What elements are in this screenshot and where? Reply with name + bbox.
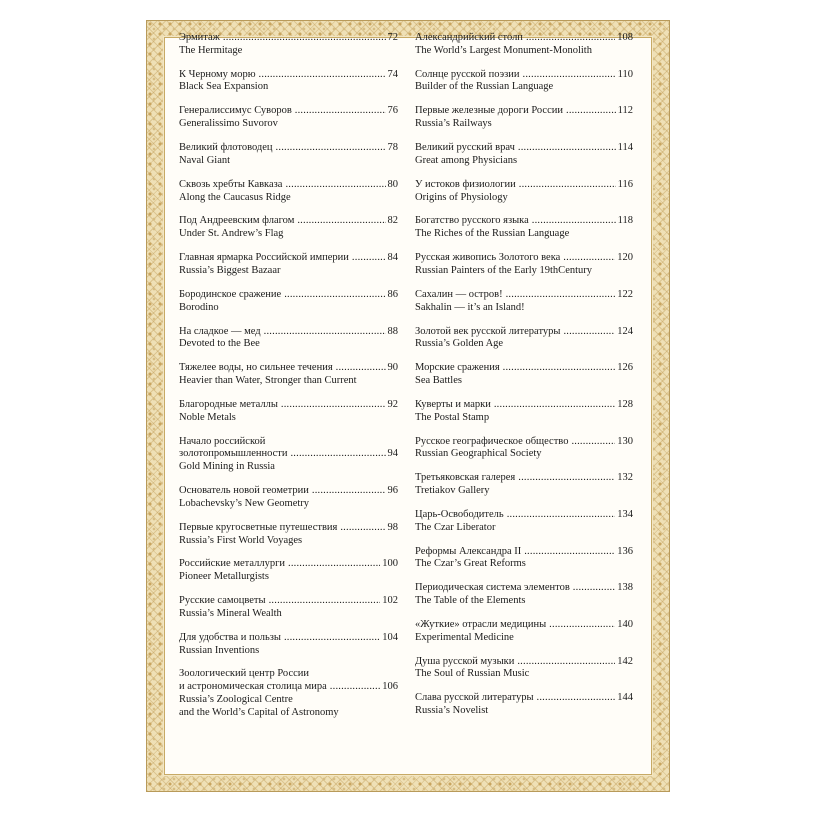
page-number: 82 xyxy=(387,215,398,227)
toc-entry xyxy=(415,582,633,608)
page-number: 124 xyxy=(617,325,633,337)
toc-entry xyxy=(415,692,633,718)
dot-leader xyxy=(563,252,615,265)
toc-entry xyxy=(415,289,633,315)
dot-leader xyxy=(285,179,385,192)
toc-entry-russian-title xyxy=(179,215,398,228)
russian-title-text: Зоологический центр России xyxy=(179,668,310,680)
russian-title-text: Русская живопись Золотого века xyxy=(415,252,561,264)
russian-title-text: Первые железные дороги России xyxy=(415,105,563,117)
page-number: 84 xyxy=(387,252,398,264)
page-number: 138 xyxy=(617,582,633,594)
russian-title-text: Александрийский столп xyxy=(415,32,523,43)
page-number: 134 xyxy=(617,508,633,520)
english-title-text: Black Sea Expansion xyxy=(179,81,269,93)
dot-leader xyxy=(518,142,616,155)
english-title-text: Origins of Physiology xyxy=(415,191,508,203)
toc-entry-russian-title xyxy=(179,326,398,339)
russian-title-text: Русские самоцветы xyxy=(179,595,266,607)
dot-leader xyxy=(526,32,615,45)
russian-title-text: Русское географическое общество xyxy=(415,435,569,447)
toc-entry-russian-title xyxy=(179,558,398,571)
russian-title-text: Реформы Александра II xyxy=(415,545,522,557)
toc-entry xyxy=(179,399,398,425)
toc-entry-russian-title xyxy=(415,326,633,339)
english-title-text: Russia’s Biggest Bazaar xyxy=(179,264,281,276)
english-title-text: Russia’s Railways xyxy=(415,118,492,130)
dot-leader xyxy=(295,105,386,118)
page-number: 126 xyxy=(617,362,633,374)
toc-entry-russian-title xyxy=(179,448,398,461)
english-title-text: The World’s Largest Monument-Monolith xyxy=(415,44,592,56)
toc-entry-russian-title xyxy=(415,436,633,449)
toc-entry xyxy=(179,105,398,131)
english-title-text: Russia’s Zoological Centre xyxy=(179,694,293,706)
english-title-text: Russia’s First World Voyages xyxy=(179,534,303,546)
toc-entry xyxy=(179,326,398,352)
page-number: 114 xyxy=(617,142,633,154)
toc-entry-russian-title xyxy=(179,362,398,375)
toc-entry xyxy=(415,252,633,278)
russian-title-text: и астрономическая столица мира xyxy=(179,681,327,693)
toc-entry-russian-title xyxy=(179,252,398,265)
page-number: 128 xyxy=(617,398,633,410)
english-title-text: The Postal Stamp xyxy=(415,411,490,423)
toc-entry xyxy=(415,105,633,131)
dot-leader xyxy=(288,558,380,571)
toc-entry xyxy=(415,179,633,205)
russian-title-text: Морские сражения xyxy=(415,362,500,374)
page-number: 112 xyxy=(617,105,633,117)
dot-leader xyxy=(290,448,385,461)
russian-title-text: Основатель новой геометрии xyxy=(179,485,309,497)
toc-entry xyxy=(179,252,398,278)
toc-entry xyxy=(179,289,398,315)
dot-leader xyxy=(566,105,616,118)
english-title-text: The Hermitage xyxy=(179,44,243,56)
page-number: 100 xyxy=(382,558,398,570)
page-number: 92 xyxy=(387,398,398,410)
english-title-text: Russian Inventions xyxy=(179,644,260,656)
english-title-text: Heavier than Water, Stronger than Current xyxy=(179,374,357,386)
toc-entry xyxy=(179,632,398,658)
toc-entry-russian-title xyxy=(415,32,633,45)
dot-leader xyxy=(284,289,385,302)
page-number: 98 xyxy=(387,521,398,533)
russian-title-text: Великий флотоводец xyxy=(179,142,273,154)
toc-entry-russian-title xyxy=(415,619,633,632)
dot-leader xyxy=(537,692,616,705)
toc-entry-russian-title xyxy=(415,656,633,669)
toc-entry-russian-title xyxy=(179,69,398,82)
toc-entry xyxy=(179,485,398,511)
russian-title-text: Первые кругосветные путешествия xyxy=(179,521,338,533)
page-number: 108 xyxy=(617,32,633,43)
dot-leader xyxy=(264,326,386,339)
russian-title-text: Золотой век русской литературы xyxy=(415,325,561,337)
toc-entry-russian-title xyxy=(415,179,633,192)
toc-entry-russian-title xyxy=(415,582,633,595)
english-title-text: Borodino xyxy=(179,301,219,313)
page-number: 80 xyxy=(387,178,398,190)
dot-leader xyxy=(297,215,385,228)
toc-entry xyxy=(415,436,633,462)
russian-title-text: К Черному морю xyxy=(179,68,256,80)
toc-entry-russian-title xyxy=(179,179,398,192)
toc-entry-russian-title xyxy=(415,105,633,118)
dot-leader xyxy=(573,582,615,595)
russian-title-text: Генералиссимус Суворов xyxy=(179,105,292,117)
toc-column-left xyxy=(179,32,398,731)
toc-entry-russian-title xyxy=(415,509,633,522)
russian-title-text: «Жуткие» отрасли медицины xyxy=(415,619,547,630)
english-title-text: Lobachevsky’s New Geometry xyxy=(179,497,310,509)
toc-entry-russian-title xyxy=(179,399,398,412)
dot-leader xyxy=(284,632,380,645)
toc-entry xyxy=(415,509,633,535)
toc-entry-russian-title xyxy=(179,32,398,45)
dot-leader xyxy=(276,142,386,155)
english-title-text: Sakhalin — it’s an Island! xyxy=(415,301,525,313)
toc-entry xyxy=(415,619,633,645)
toc-entry xyxy=(179,522,398,548)
toc-entry xyxy=(415,69,633,95)
russian-title-text: Бородинское сражение xyxy=(179,288,282,300)
page-number: 102 xyxy=(382,595,398,607)
page-number: 120 xyxy=(617,252,633,264)
russian-title-text: Сахалин — остров! xyxy=(415,288,503,300)
toc-entry xyxy=(415,399,633,425)
page-number: 86 xyxy=(387,288,398,300)
dot-leader xyxy=(518,472,615,485)
english-title-text: Tretiakov Gallery xyxy=(415,485,490,497)
russian-title-text: Тяжелее воды, но сильнее течения xyxy=(179,362,333,374)
toc-entry-russian-title xyxy=(179,522,398,535)
toc-entry-russian-title xyxy=(179,485,398,498)
toc-entry xyxy=(415,472,633,498)
dot-leader xyxy=(519,179,616,192)
toc-entry-russian-title xyxy=(179,289,398,302)
toc-entry xyxy=(179,32,398,58)
page-number: 118 xyxy=(617,215,633,227)
dot-leader xyxy=(503,362,616,375)
russian-title-text: Российские металлурги xyxy=(179,558,285,570)
english-title-text: The Soul of Russian Music xyxy=(415,668,530,680)
english-title-text: Generalissimo Suvorov xyxy=(179,118,278,130)
russian-title-text: У истоков физиологии xyxy=(415,178,516,190)
toc-entry-russian-title xyxy=(179,681,398,694)
page-number: 78 xyxy=(387,142,398,154)
page-number: 96 xyxy=(387,485,398,497)
english-title-text: The Czar Liberator xyxy=(415,521,496,533)
russian-title-text: Периодическая система элементов xyxy=(415,582,570,594)
toc-entry-russian-title xyxy=(179,632,398,645)
english-title-text: Along the Caucasus Ridge xyxy=(179,191,291,203)
page-number: 110 xyxy=(617,68,633,80)
page-number: 132 xyxy=(617,472,633,484)
toc-entry xyxy=(179,668,398,719)
toc-entry-russian-title xyxy=(179,142,398,155)
english-title-text: Experimental Medicine xyxy=(415,631,514,643)
russian-title-text: Царь-Освободитель xyxy=(415,508,504,520)
page-number: 88 xyxy=(387,325,398,337)
english-title-text: and the World’s Capital of Astronomy xyxy=(179,706,339,718)
english-title-text: Builder of the Russian Language xyxy=(415,81,554,93)
toc-column-right xyxy=(415,32,633,729)
russian-title-text: Слава русской литературы xyxy=(415,692,534,704)
page-number: 122 xyxy=(617,288,633,300)
russian-title-text: Третьяковская галерея xyxy=(415,472,516,484)
page-number: 90 xyxy=(387,362,398,374)
russian-title-text: Главная ярмарка Российской империи xyxy=(179,252,349,264)
page-number: 116 xyxy=(617,178,633,190)
dot-leader xyxy=(523,69,616,82)
english-title-text: Russia’s Mineral Wealth xyxy=(179,607,282,619)
english-title-text: Sea Battles xyxy=(415,374,462,386)
english-title-text: Russian Painters of the Early 19thCentury xyxy=(415,264,593,276)
toc-entry-russian-title xyxy=(179,595,398,608)
dot-leader xyxy=(269,595,381,608)
page-number: 140 xyxy=(617,619,633,630)
toc-entry-russian-title xyxy=(415,362,633,375)
page-number: 144 xyxy=(617,692,633,704)
dot-leader xyxy=(259,69,386,82)
russian-title-text: Душа русской музыки xyxy=(415,655,515,667)
dot-leader xyxy=(532,215,616,228)
english-title-text: Pioneer Metallurgists xyxy=(179,571,269,583)
toc-entry xyxy=(179,558,398,584)
page-number: 74 xyxy=(387,68,398,80)
english-title-text: Noble Metals xyxy=(179,411,236,423)
toc-entry xyxy=(415,32,633,58)
toc-entry xyxy=(415,362,633,388)
english-title-text: Naval Giant xyxy=(179,154,231,166)
russian-title-text: Начало российской xyxy=(179,435,266,447)
toc-entry xyxy=(179,142,398,168)
russian-title-text: Богатство русского языка xyxy=(415,215,529,227)
russian-title-text: Солнце русской поэзии xyxy=(415,68,520,80)
dot-leader xyxy=(506,289,616,302)
dot-leader xyxy=(330,681,380,694)
russian-title-text: Куверты и марки xyxy=(415,398,491,410)
dot-leader xyxy=(312,485,386,498)
english-title-text: The Riches of the Russian Language xyxy=(415,228,570,240)
russian-title-text: Для удобства и пользы xyxy=(179,631,281,643)
toc-entry-russian-title xyxy=(415,399,633,412)
toc-entry xyxy=(179,595,398,621)
page-number: 104 xyxy=(382,631,398,643)
toc-entry xyxy=(179,362,398,388)
russian-title-text: золотопромышленности xyxy=(179,448,288,460)
dot-leader xyxy=(340,522,385,535)
toc-entry-russian-title xyxy=(415,692,633,705)
russian-title-text: Под Андреевским флагом xyxy=(179,215,295,227)
toc-entry-russian-title xyxy=(415,546,633,559)
dot-leader xyxy=(494,399,615,412)
dot-leader xyxy=(517,656,615,669)
page-number: 106 xyxy=(382,681,398,693)
dot-leader xyxy=(571,436,615,449)
dot-leader xyxy=(336,362,386,375)
toc-entry xyxy=(415,546,633,572)
toc-entry xyxy=(179,436,398,474)
toc-entry xyxy=(415,326,633,352)
dot-leader xyxy=(563,326,615,339)
toc-entry xyxy=(415,142,633,168)
russian-title-text: Эрмитаж xyxy=(179,32,220,43)
dot-leader xyxy=(524,546,615,559)
english-title-text: The Table of the Elements xyxy=(415,595,526,607)
english-title-text: Devoted to the Bee xyxy=(179,338,260,350)
dot-leader xyxy=(223,32,386,45)
toc-entry-russian-title xyxy=(415,215,633,228)
english-title-text: Great among Physicians xyxy=(415,154,518,166)
page-number: 136 xyxy=(617,545,633,557)
page-number: 94 xyxy=(387,448,398,460)
english-title-text: The Czar’s Great Reforms xyxy=(415,558,526,570)
dot-leader xyxy=(281,399,386,412)
russian-title-text: Великий русский врач xyxy=(415,142,515,154)
english-title-text: Russian Geographical Society xyxy=(415,448,542,460)
toc-entry-russian-title xyxy=(179,105,398,118)
dot-leader xyxy=(549,619,615,632)
dot-leader xyxy=(352,252,386,265)
russian-title-text: На сладкое — мед xyxy=(179,325,261,337)
toc-entry xyxy=(415,215,633,241)
toc-entry-russian-title xyxy=(415,472,633,485)
english-title-text: Russia’s Golden Age xyxy=(415,338,504,350)
english-title-text: Russia’s Novelist xyxy=(415,705,489,717)
toc-entry xyxy=(179,179,398,205)
dot-leader xyxy=(507,509,616,522)
russian-title-text: Сквозь хребты Кавказа xyxy=(179,178,283,190)
toc-entry xyxy=(179,69,398,95)
english-title-text: Under St. Andrew’s Flag xyxy=(179,228,284,240)
toc-entry-russian-title xyxy=(415,289,633,302)
english-title-text: Gold Mining in Russia xyxy=(179,461,275,473)
page-number: 142 xyxy=(617,655,633,667)
toc-entry xyxy=(415,656,633,682)
russian-title-text: Благородные металлы xyxy=(179,398,278,410)
toc-entry-russian-title xyxy=(415,142,633,155)
page-number: 72 xyxy=(387,32,398,43)
toc-entry-russian-title xyxy=(415,252,633,265)
page-number: 130 xyxy=(617,435,633,447)
toc-entry xyxy=(179,215,398,241)
page-number: 76 xyxy=(387,105,398,117)
toc-entry-russian-title xyxy=(415,69,633,82)
